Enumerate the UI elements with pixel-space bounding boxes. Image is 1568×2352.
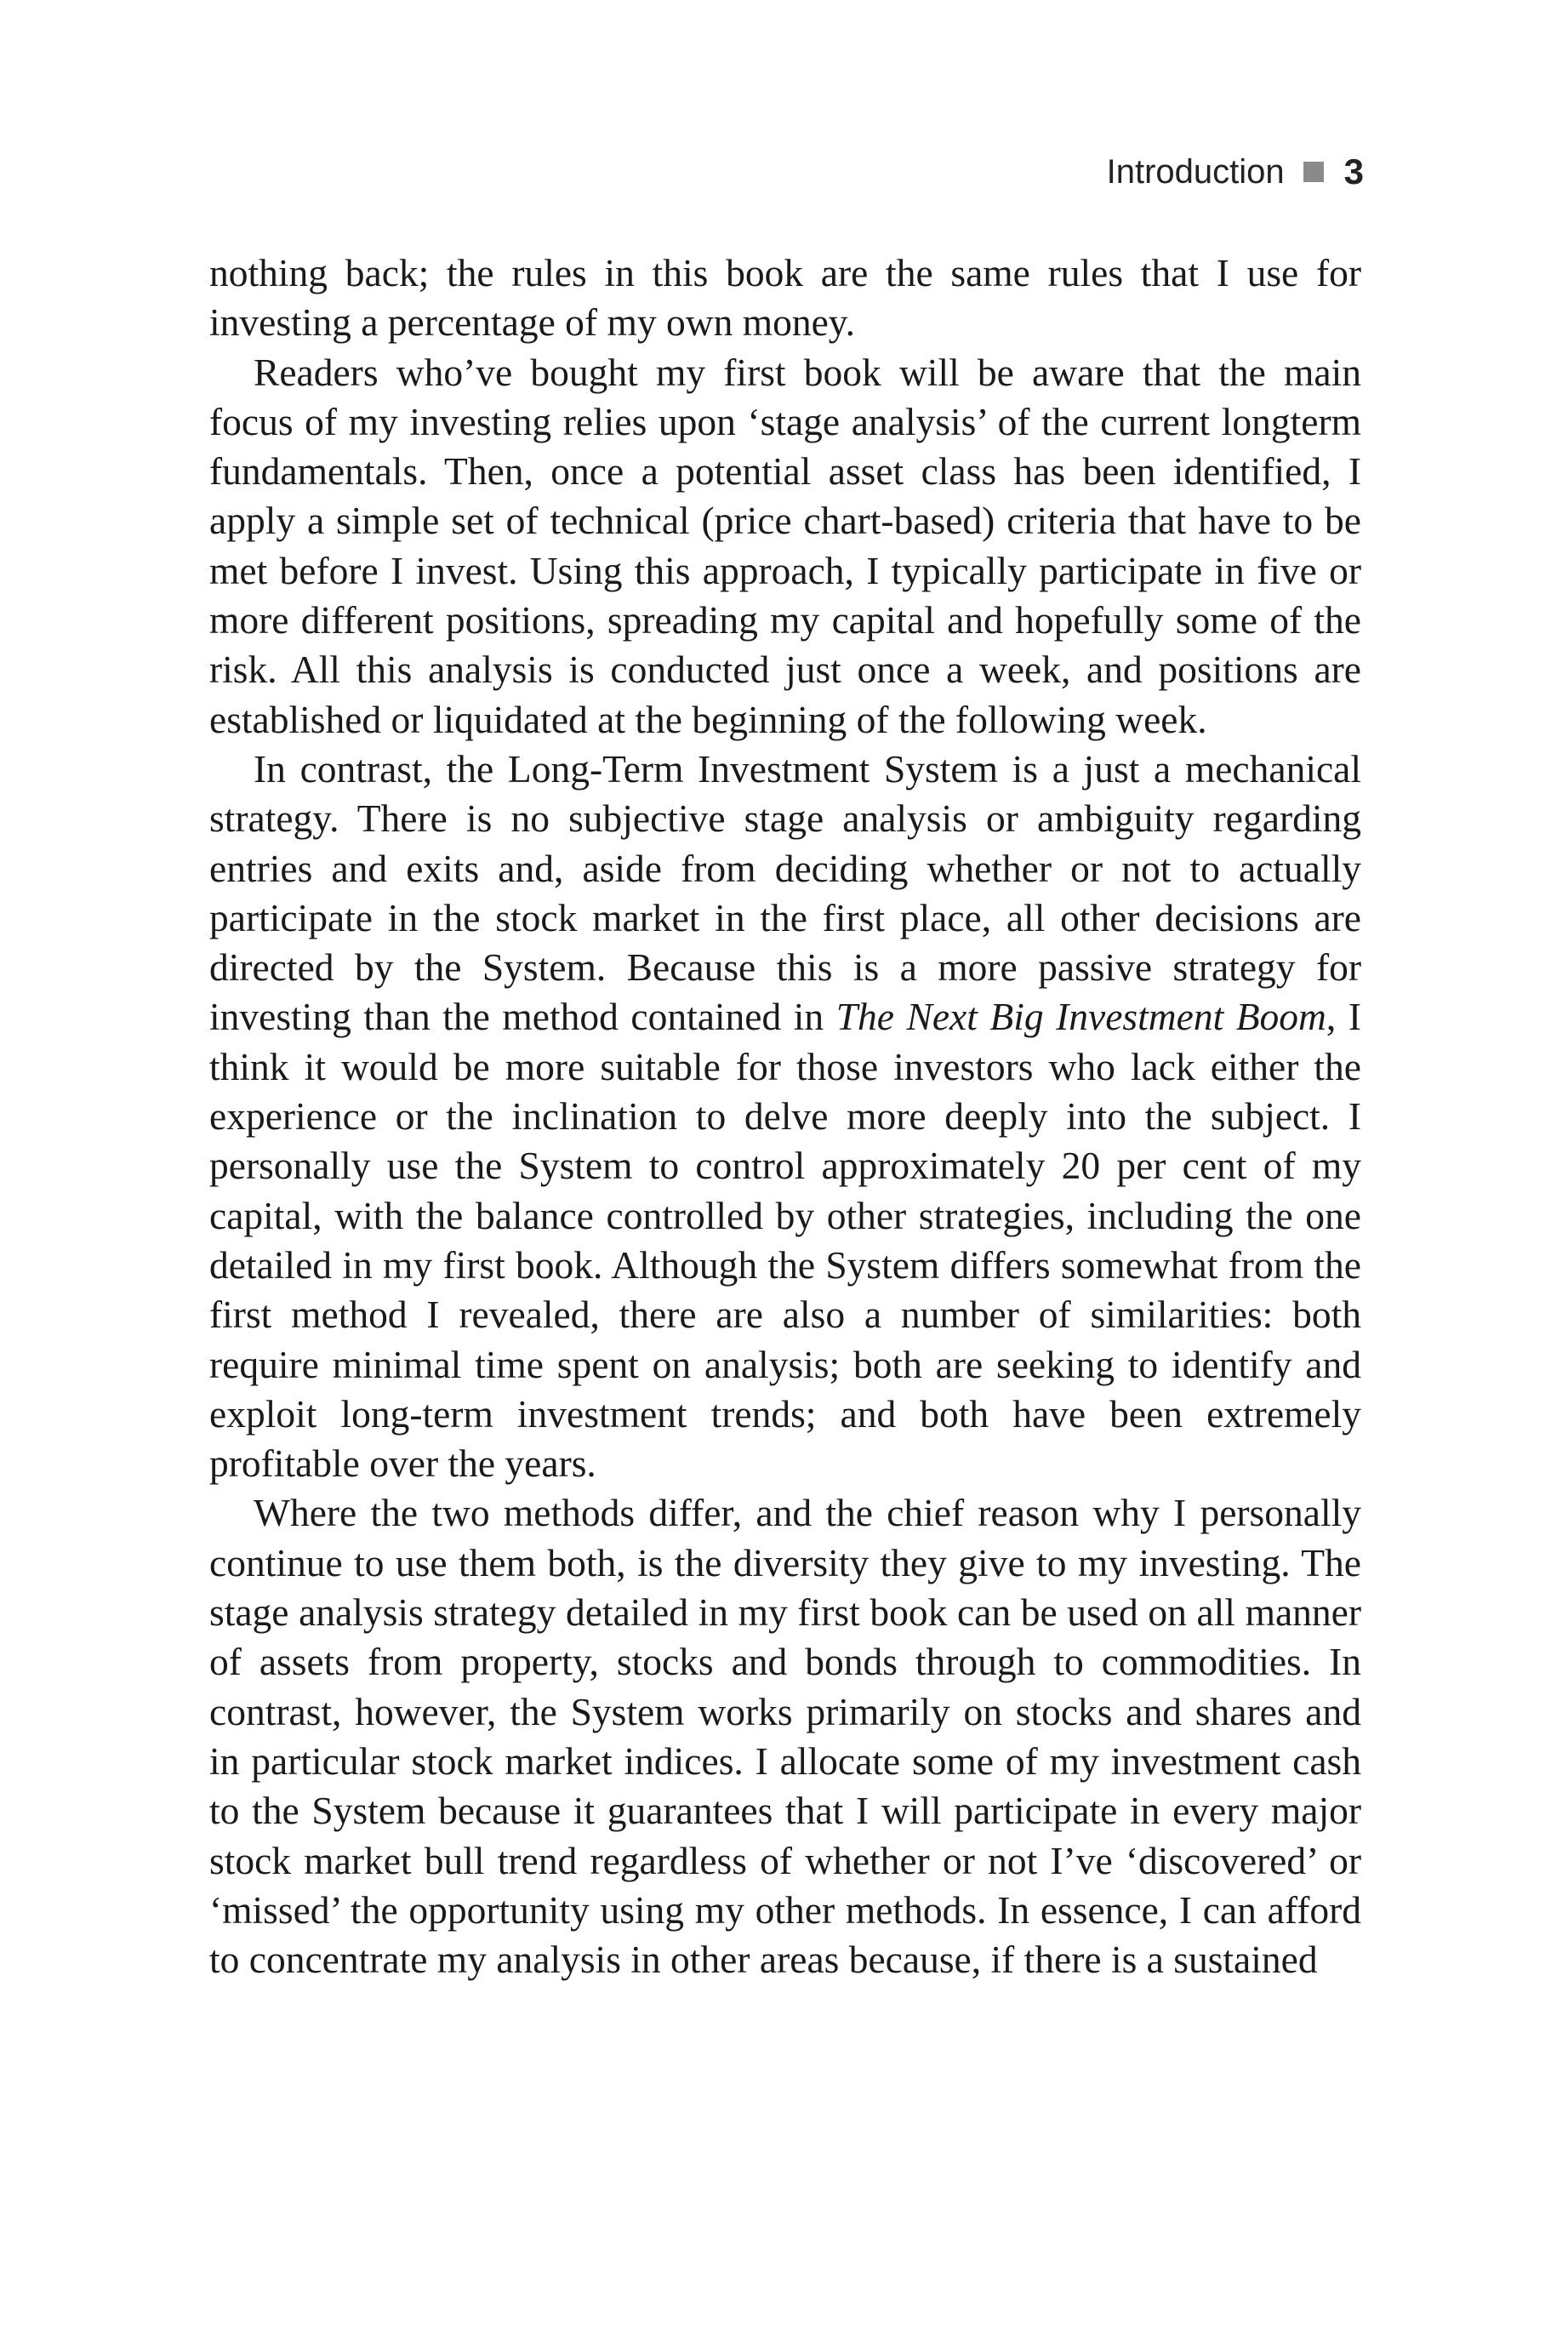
- paragraph-1: [209, 248, 1361, 348]
- page-number: 3: [1343, 151, 1364, 191]
- text-run: nothing back; the rules in this book are the same rules that I use for investing a percentage of my own money.: [209, 251, 1361, 345]
- book-title-italic: The Next Big Investment Boom: [835, 995, 1326, 1039]
- text-run: Readers who’ve bought my first book will be aware that the main focus of my investing relies upon ‘stage analysis’ of the current longterm fundamentals. Then, once a potential asset class has been identified, I apply a simple set of technical (price chart-based) criteria that have to be met before I invest. Using this approach, I typically participate in five or more different positions, spreading my capital and hopefully some of the risk. All this analysis is conducted just once a week, and positions are established or liquidated at the beginning of the following week.: [209, 350, 1361, 741]
- running-head: [1107, 151, 1364, 192]
- body-text: [209, 248, 1361, 1984]
- text-run: Where the two methods differ, and the chief reason why I personally continue to use them both, is the diversity they give to my investing. The stage analysis strategy detailed in my first book can be used on all manner of assets from property, stocks and bonds through to commodities. In contrast, however, the System works primarily on stocks and shares and in particular stock market indices. I allocate some of my investment cash to the System because it guarantees that I will participate in every major stock market bull trend regardless of whether or not I’ve ‘discovered’ or ‘missed’ the opportunity using my other methods. In essence, I can afford to concentrate my analysis in other areas because, if there is a sustained: [209, 1491, 1361, 1982]
- paragraph-2: [209, 348, 1361, 745]
- text-run: In contrast, the Long-Term Investment System is a just a mechanical strategy. There is no subjective stage analysis or ambiguity regarding entries and exits and, aside from deciding whether or not to actually participate in the stock market in the first place, all other decisions are directed by the System. Because this is a more passive strategy for investing than the method contained in: [209, 746, 1361, 1039]
- text-run: , I think it would be more suitable for those investors who lack either the experience or the inclination to delve more deeply into the subject. I personally use the System to control approximately 20 per cent of my capital, with the balance controlled by other strategies, including the one detailed in my first book. Although the System differs somewhat from the first method I revealed, there are also a number of similarities: both require minimal time spent on analysis; both are seeking to identify and exploit long-term investment trends; and both have been extremely profitable over the years.: [209, 995, 1361, 1486]
- paragraph-3: [209, 745, 1361, 1488]
- square-bullet-icon: [1303, 162, 1324, 182]
- running-head-section: Introduction: [1106, 152, 1285, 191]
- paragraph-4: [209, 1488, 1361, 1984]
